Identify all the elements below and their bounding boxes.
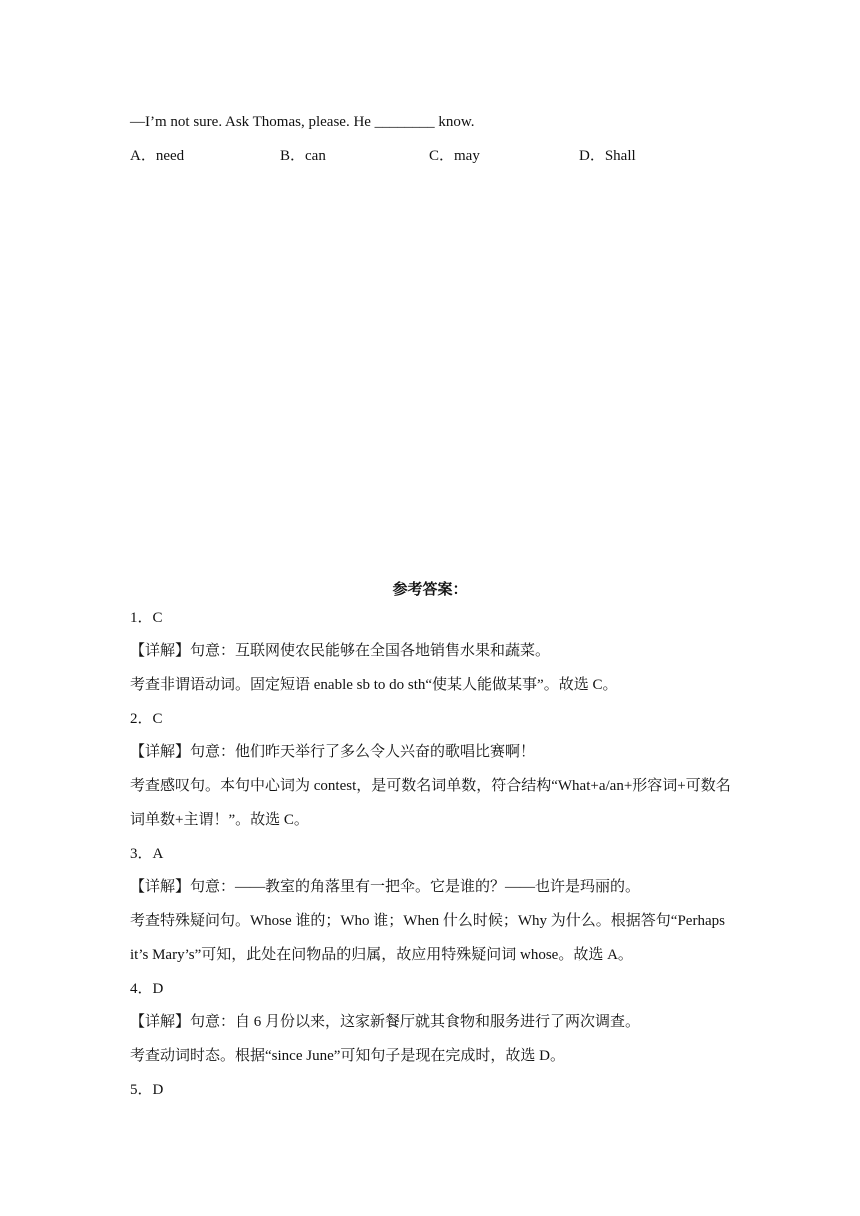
answer-explanation: 考查感叹句。本句中心词为 contest，是可数名词单数，符合结构“What+a/an+形容词+可数名	[130, 778, 731, 794]
answer-number: 1．C	[130, 610, 163, 626]
option-c: C．may	[429, 148, 480, 164]
option-b: B．can	[280, 148, 326, 164]
answers-title: 参考答案：	[392, 582, 468, 598]
answer-number: 3．A	[130, 846, 164, 862]
answer-explanation: 考查特殊疑问句。Whose 谁的；Who 谁；When 什么时候；Why 为什么。根据答句“Perhaps	[130, 913, 725, 929]
option-a: A．need	[130, 148, 185, 164]
answer-number: 2．C	[130, 711, 163, 727]
option-d: D．Shall	[579, 148, 636, 164]
answer-detail: 【详解】句意：他们昨天举行了多么令人兴奋的歌唱比赛啊！	[130, 744, 536, 760]
answer-detail: 【详解】句意：自 6 月份以来，这家新餐厅就其食物和服务进行了两次调查。	[130, 1014, 641, 1030]
answer-explanation: 考查非谓语动词。固定短语 enable sb to do sth“使某人能做某事”。故选 C。	[130, 677, 618, 693]
answer-detail: 【详解】句意：——教室的角落里有一把伞。它是谁的？——也许是玛丽的。	[130, 879, 641, 895]
answer-number: 5．D	[130, 1082, 164, 1098]
answer-explanation: 词单数+主谓！”。故选 C。	[130, 812, 309, 828]
answer-number: 4．D	[130, 981, 164, 997]
answer-explanation: it’s Mary’s”可知，此处在问物品的归属，故应用特殊疑问词 whose。故选 A。	[130, 947, 633, 963]
answer-detail: 【详解】句意：互联网使农民能够在全国各地销售水果和蔬菜。	[130, 643, 551, 659]
answer-explanation: 考查动词时态。根据“since June”可知句子是现在完成时，故选 D。	[130, 1048, 565, 1064]
question-stem: —I’m not sure. Ask Thomas, please. He ________ know.	[130, 114, 475, 130]
